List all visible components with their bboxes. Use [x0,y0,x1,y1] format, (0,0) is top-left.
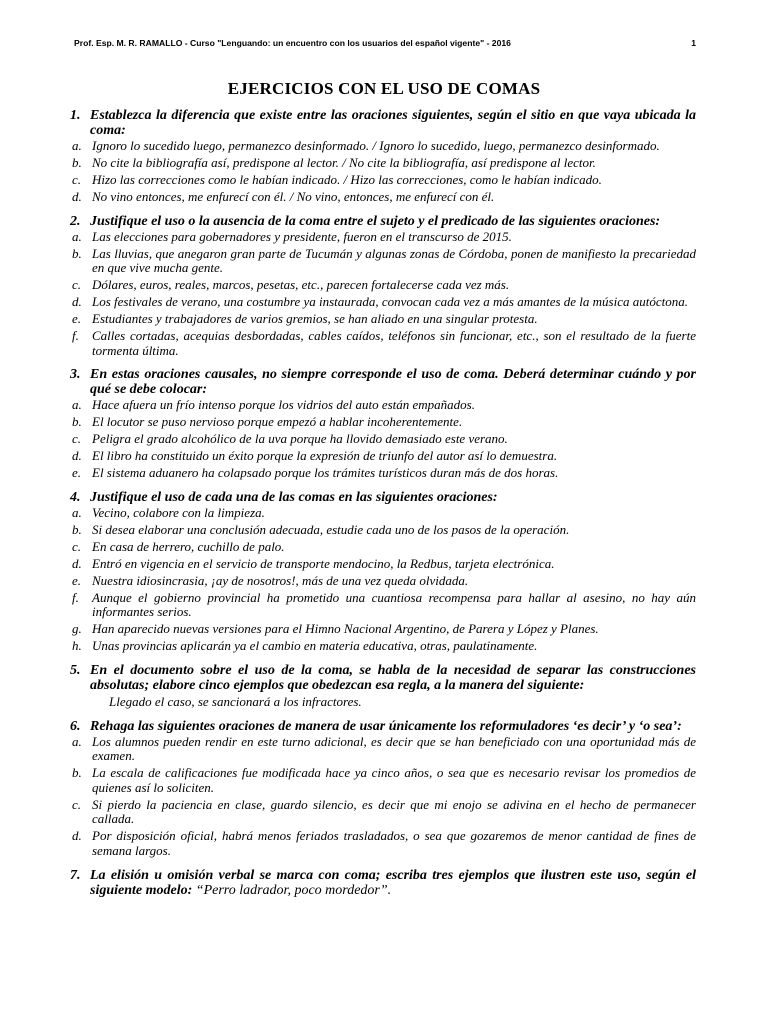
list-item [70,312,696,327]
model-sentence-end: . [387,883,392,898]
list-item [70,278,696,293]
exercise-items [70,230,696,359]
exercise-2 [70,214,696,359]
list-item [70,574,696,589]
exercise-1 [70,108,696,205]
list-item [70,557,696,572]
item-text: Calles cortadas, acequias desbordadas, cables caídos, teléfonos sin funcionar, etc., son el resultado de la fuerte tormenta última. [92,328,696,358]
list-item [70,766,696,795]
item-text: El locutor se puso nervioso porque empezó a hablar incoherentemente. [92,414,463,429]
exercise-instruction: Justifique el uso o la ausencia de la coma entre el sujeto y el predicado de las siguientes oraciones: [90,213,661,229]
exercise-number: 7. [70,868,81,883]
list-item [70,829,696,858]
list-item [70,230,696,245]
item-letter: e. [72,572,82,588]
exercise-heading [70,719,696,734]
item-letter: f. [72,328,79,343]
item-letter: c. [72,538,82,554]
exercise-4 [70,490,696,654]
exercise-heading [70,214,696,229]
item-text: Por disposición oficial, habrá menos feriados trasladados, o sea que gozaremos de menor cantidad de fines de semana largos. [92,828,696,858]
exercise-instruction: La elisión u omisión verbal se marca con coma; escriba tres ejemplos que ilustren este uso, según el siguiente modelo: [90,868,696,898]
item-letter: b. [72,245,82,261]
item-letter: d. [72,555,82,571]
item-text: Entró en vigencia en el servicio de transporte mendocino, la Redbus, tarjeta electrónica. [92,555,555,571]
example-sentence: Llegado el caso, se sancionará a los infractores. [109,693,362,709]
item-letter: c. [72,796,82,812]
page-number: 1 [691,38,696,48]
list-item [70,735,696,764]
list-item [70,449,696,464]
item-text: Las elecciones para gobernadores y presidente, fueron en el transcurso de 2015. [92,228,512,244]
item-letter: b. [72,521,82,537]
item-text: La escala de calificaciones fue modificada hace ya cinco años, o sea que es necesario revisar los promedios de quienes así lo soliciten. [92,765,696,795]
list-item [70,540,696,555]
exercise-heading [70,367,696,397]
list-item [70,247,696,276]
exercise-3 [70,367,696,481]
item-letter: h. [72,638,82,653]
item-letter: b. [72,765,82,780]
item-text: Los festivales de verano, una costumbre ya instaurada, convocan cada vez a más amantes de la música autóctona. [92,294,688,309]
exercise-number: 5. [70,662,81,678]
item-letter: e. [72,465,82,480]
item-text: Unas provincias aplicarán ya el cambio en materia educativa, otras, paulatinamente. [92,638,538,653]
item-text: No vino entonces, me enfurecí con él. / No vino, entonces, me enfurecí con él. [92,189,495,204]
item-text: Nuestra idiosincrasia, ¡ay de nosotros!, más de una vez queda olvidada. [92,572,469,588]
list-item [70,591,696,620]
item-text: Vecino, colabore con la limpieza. [92,504,265,520]
exercise-heading [70,490,696,505]
exercise-items [70,735,696,859]
item-letter: a. [72,504,82,520]
list-item [70,415,696,430]
page-header [74,38,696,48]
exercise-number: 3. [70,367,81,382]
document-title: EJERCICIOS CON EL USO DE COMAS [227,79,541,98]
exercise-instruction: Rehaga las siguientes oraciones de manera de usar únicamente los reformuladores ‘es decir’ y ‘o sea’: [90,718,682,734]
exercise-number: 2. [70,213,81,229]
list-item [70,139,696,154]
list-item [70,329,696,358]
item-text: Aunque el gobierno provincial ha prometido una cuantiosa recompensa para hallar al asesino, no hay aún informantes serios. [92,589,696,619]
exercise-heading [70,108,696,138]
item-letter: f. [72,589,79,605]
item-text: No cite la bibliografía así, predispone al lector. / No cite la bibliografía, así predispone al lector. [92,155,596,170]
list-item [70,398,696,413]
item-letter: c. [72,277,82,292]
item-letter: a. [72,397,82,412]
item-text: Las lluvias, que anegaron gran parte de Tucumán y algunas zonas de Córdoba, ponen de manifiesto la precariedad en que vive mucha gente. [92,245,696,275]
exercise-instruction: En el documento sobre el uso de la coma, se habla de la necesidad de separar las construcciones absolutas; elabore cinco ejemplos que obedezcan esa regla, a la manera del siguiente: [90,662,696,693]
item-letter: d. [72,294,82,309]
exercise-list [70,108,696,898]
exercise-number: 4. [70,489,81,505]
item-text: Dólares, euros, reales, marcos, pesetas, etc., parecen fortalecerse cada vez más. [92,277,510,292]
exercise-number: 6. [70,718,81,734]
list-item [70,173,696,188]
exercise-5 [70,663,696,709]
list-item [70,523,696,538]
exercise-instruction: Establezca la diferencia que existe entre las oraciones siguientes, según el sitio en que vaya ubicada la coma: [90,108,696,138]
item-text: Hizo las correcciones como le habían indicado. / Hizo las correcciones, como le habían indicado. [92,172,602,187]
item-letter: a. [72,138,82,153]
list-item [70,798,696,827]
model-sentence: “Perro ladrador, poco mordedor” [195,883,388,898]
list-item [70,432,696,447]
item-letter: b. [72,414,82,429]
exercise-6 [70,719,696,859]
exercise-7 [70,868,696,898]
item-letter: c. [72,172,82,187]
item-text: Peligra el grado alcohólico de la uva porque ha llovido demasiado este verano. [92,431,508,446]
item-text: Estudiantes y trabajadores de varios gremios, se han aliado en una singular protesta. [92,311,538,326]
item-letter: d. [72,448,82,463]
item-text: Los alumnos pueden rendir en este turno adicional, es decir que se han beneficiado con una oportunidad más de examen. [92,733,696,763]
exercise-number: 1. [70,108,81,123]
list-item [70,466,696,481]
item-letter: a. [72,228,82,244]
exercise-items [70,139,696,205]
list-item [70,639,696,654]
exercise-items [70,398,696,481]
list-item [70,295,696,310]
list-item [70,622,696,637]
item-text: Si pierdo la paciencia en clase, guardo silencio, es decir que mi enojo se adivina en el hecho de permanecer callada. [92,796,696,826]
item-text: Ignoro lo sucedido luego, permanezco desinformado. / Ignoro lo sucedido, luego, permanezco desinformado. [92,138,660,153]
item-text: En casa de herrero, cuchillo de palo. [92,538,285,554]
exercise-items [70,506,696,654]
exercise-instruction: En estas oraciones causales, no siempre corresponde el uso de coma. Deberá determinar cuándo y por qué se debe colocar: [90,367,696,397]
list-item [70,156,696,171]
item-letter: a. [72,733,82,749]
exercise-instruction-wrapper [90,868,696,898]
item-text: Han aparecido nuevas versiones para el Himno Nacional Argentino, de Parera y López y Planes. [92,621,599,636]
item-text: Si desea elaborar una conclusión adecuada, estudie cada uno de los pasos de la operación. [92,521,570,537]
list-item [70,506,696,521]
item-text: El libro ha constituido un éxito porque la expresión de triunfo del autor así lo demuestra. [92,448,558,463]
exercise-heading [70,663,696,693]
header-course-info: Prof. Esp. M. R. RAMALLO - Curso "Lenguando: un encuentro con los usuarios del español vigente" - 2016 [74,38,511,48]
item-text: El sistema aduanero ha colapsado porque los trámites turísticos duran más de dos horas. [92,465,559,480]
item-letter: c. [72,431,82,446]
exercise-instruction: Justifique el uso de cada una de las comas en las siguientes oraciones: [90,489,498,505]
item-letter: d. [72,189,82,204]
item-letter: e. [72,311,82,326]
item-text: Hace afuera un frío intenso porque los vidrios del auto están empañados. [92,397,475,412]
list-item [70,190,696,205]
item-letter: b. [72,155,82,170]
item-letter: g. [72,621,82,636]
exercise-heading [70,868,696,898]
item-letter: d. [72,828,82,843]
